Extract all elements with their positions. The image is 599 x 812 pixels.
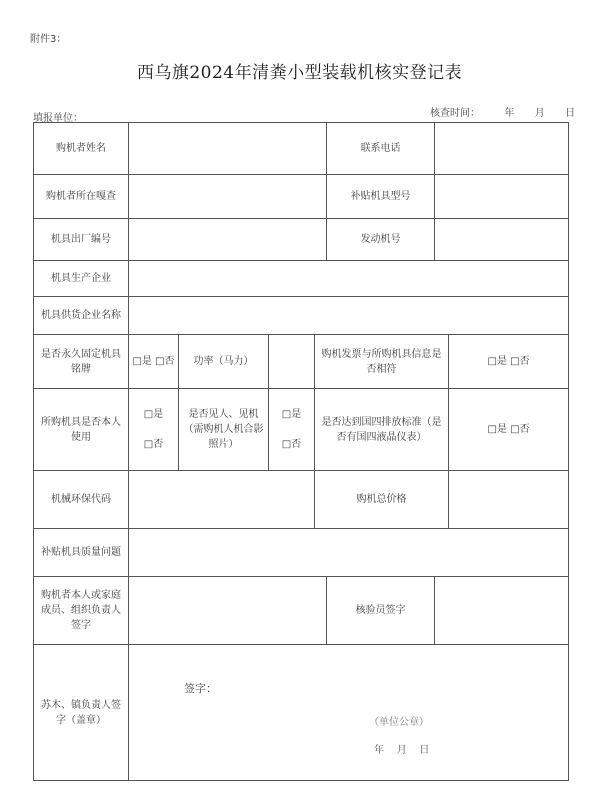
row-nameplate bbox=[34, 335, 569, 389]
field-quality[interactable] bbox=[129, 529, 569, 577]
see-no-checkbox[interactable]: □否 bbox=[281, 439, 302, 450]
label-env-code: 机械环保代码 bbox=[34, 471, 129, 529]
label-self-use: 所购机具是否本人使用 bbox=[34, 389, 129, 471]
field-power[interactable] bbox=[269, 335, 315, 389]
self-use-checkboxes[interactable] bbox=[129, 389, 179, 471]
label-nameplate: 是否永久固定机具铭牌 bbox=[34, 335, 129, 389]
label-factory-no: 机具出厂编号 bbox=[34, 219, 129, 261]
label-leader-sign: 苏木、镇负责人签字（盖章） bbox=[34, 645, 129, 781]
label-quality: 补贴机具质量问题 bbox=[34, 529, 129, 577]
signature-label: 签字： bbox=[184, 682, 217, 695]
check-time-month: 月 bbox=[534, 108, 545, 119]
label-total-price: 购机总价格 bbox=[315, 471, 449, 529]
label-manufacturer: 机具生产企业 bbox=[34, 261, 129, 297]
label-invoice-match: 购机发票与所购机具信息是否相符 bbox=[315, 335, 449, 389]
emission-checkboxes[interactable]: □是 □否 bbox=[449, 389, 569, 471]
row-manufacturer bbox=[34, 261, 569, 297]
row-buyer-sign bbox=[34, 577, 569, 645]
label-buyer-sign: 购机者本人或家庭成员、组织负责人签字 bbox=[34, 577, 129, 645]
field-factory-no[interactable] bbox=[129, 219, 327, 261]
field-engine-no[interactable] bbox=[435, 219, 569, 261]
leader-sign-area[interactable] bbox=[129, 645, 569, 781]
nameplate-checkboxes[interactable]: □是 □否 bbox=[129, 335, 179, 389]
field-contact-phone[interactable] bbox=[435, 123, 569, 175]
see-person-checkboxes[interactable] bbox=[269, 389, 315, 471]
check-time-year: 年 bbox=[504, 108, 515, 119]
label-buyer-name: 购机者姓名 bbox=[34, 123, 129, 175]
row-env-code bbox=[34, 471, 569, 529]
field-env-code[interactable] bbox=[129, 471, 315, 529]
field-subsidy-model[interactable] bbox=[435, 175, 569, 219]
label-inspector-sign: 核验员签字 bbox=[327, 577, 435, 645]
label-engine-no: 发动机号 bbox=[327, 219, 435, 261]
label-contact-phone: 联系电话 bbox=[327, 123, 435, 175]
field-buyer-name[interactable] bbox=[129, 123, 327, 175]
fill-unit-label: 填报单位： bbox=[33, 113, 83, 124]
attachment-label: 附件3： bbox=[30, 34, 67, 45]
field-inspector-sign[interactable] bbox=[435, 577, 569, 645]
row-leader-sign bbox=[34, 645, 569, 781]
check-time bbox=[430, 104, 575, 119]
row-buyer-name bbox=[34, 123, 569, 175]
check-time-label: 核查时间： bbox=[430, 108, 480, 119]
row-supplier bbox=[34, 297, 569, 335]
self-use-no-checkbox[interactable]: □否 bbox=[143, 439, 164, 450]
see-yes-checkbox[interactable]: □是 bbox=[281, 409, 302, 420]
sign-date-label: 年 月 日 bbox=[374, 745, 430, 756]
field-total-price[interactable] bbox=[449, 471, 569, 529]
row-village bbox=[34, 175, 569, 219]
field-manufacturer[interactable] bbox=[129, 261, 569, 297]
field-supplier[interactable] bbox=[129, 297, 569, 335]
invoice-checkboxes[interactable]: □是 □否 bbox=[449, 335, 569, 389]
label-see-person: 是否见人、见机（需购机人机合影照片） bbox=[179, 389, 269, 471]
row-factory-no bbox=[34, 219, 569, 261]
row-self-use bbox=[34, 389, 569, 471]
field-buyer-village[interactable] bbox=[129, 175, 327, 219]
label-power: 功率（马力） bbox=[179, 335, 269, 389]
row-quality bbox=[34, 529, 569, 577]
unit-seal-label: （单位公章） bbox=[369, 717, 429, 728]
label-supplier: 机具供货企业名称 bbox=[34, 297, 129, 335]
label-buyer-village: 购机者所在嘎查 bbox=[34, 175, 129, 219]
label-emission: 是否达到国四排放标准（是否有国四液晶仪表） bbox=[315, 389, 449, 471]
field-buyer-sign[interactable] bbox=[129, 577, 327, 645]
registration-table bbox=[33, 122, 569, 781]
form-title: 西乌旗2024年清粪小型装载机核实登记表 bbox=[136, 63, 463, 83]
self-use-yes-checkbox[interactable]: □是 bbox=[143, 409, 164, 420]
check-time-day: 日 bbox=[565, 108, 576, 119]
label-subsidy-model: 补贴机具型号 bbox=[327, 175, 435, 219]
